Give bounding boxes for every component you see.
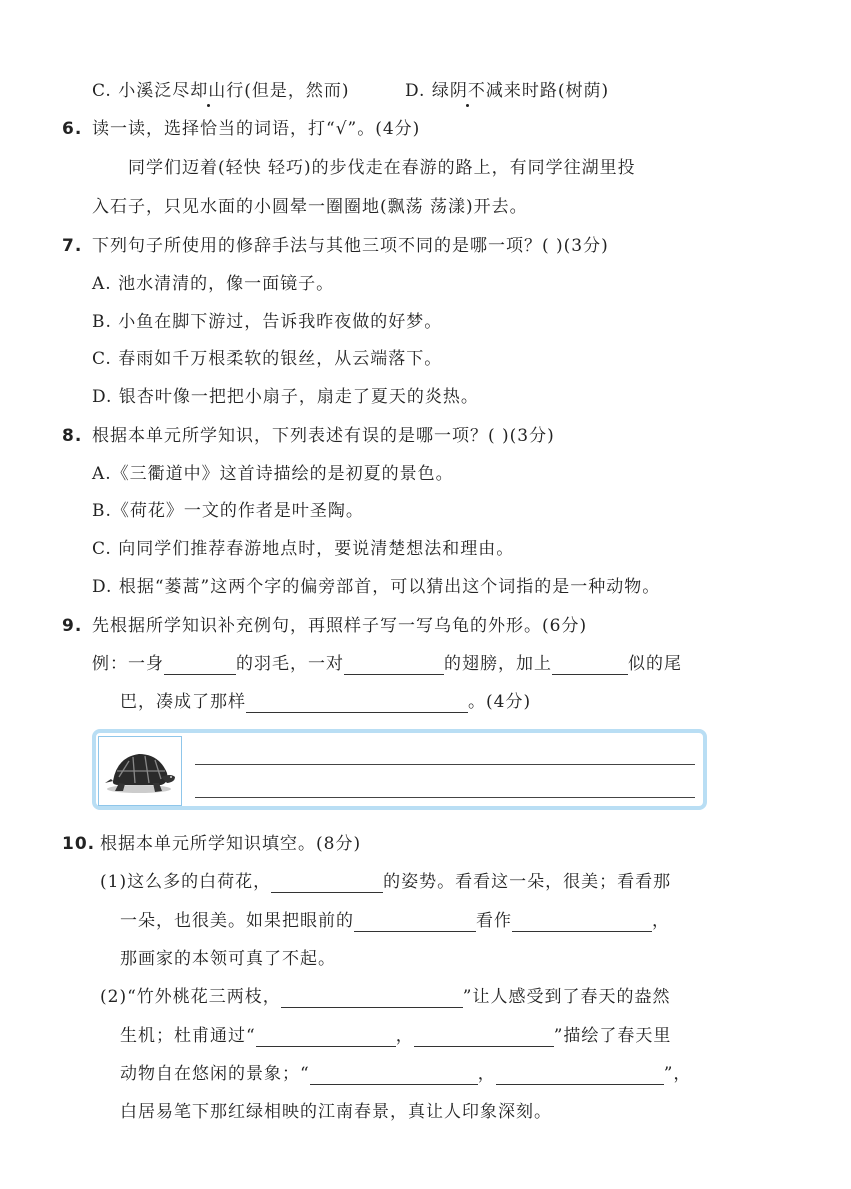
fill-text: 看作 [476,911,512,931]
fill-text: ， [395,1026,414,1046]
question-10-part1-line1 [100,871,671,893]
blank-answer[interactable] [496,1066,664,1085]
question-number-6: 6. [62,119,83,139]
example-text: 的羽毛，一对 [236,654,344,674]
fill-text: ， [652,911,670,931]
question-10-part2-line1 [100,986,670,1008]
emphasis-dot [466,104,469,107]
blank-answer[interactable] [344,656,444,675]
question-6-prompt: 读一读，选择恰当的词语，打“√”。(4分) [92,119,421,139]
example-text: 例：一身 [92,654,164,674]
blank-answer[interactable] [512,913,652,932]
question-8-option-a: A.《三衢道中》这首诗描绘的是初夏的景色。 [92,464,454,484]
question-8-option-b: B.《荷花》一文的作者是叶圣陶。 [92,501,364,521]
question-10-part2-line3 [120,1063,691,1085]
fill-text: 一朵，也很美。如果把眼前的 [120,911,354,931]
question-10-part2-line2 [120,1025,671,1047]
question-8-prompt: 根据本单元所学知识，下列表述有误的是哪一项？( )(3分) [92,426,555,446]
turtle-icon [99,737,179,803]
q5-option-d: D. 绿阴不减来时路(树荫) [405,81,610,101]
question-number-8: 8. [62,426,83,446]
fill-text: 生机；杜甫通过“ [120,1026,256,1046]
writing-line[interactable] [195,797,695,798]
question-7-prompt: 下列句子所使用的修辞手法与其他三项不同的是哪一项？( )(3分) [92,236,609,256]
fill-text: 动物自在悠闲的景象；“ [120,1064,310,1084]
example-text: 。(4分) [468,692,532,712]
question-7-option-a: A. 池水清清的，像一面镜子。 [92,274,335,294]
turtle-image [98,736,182,806]
question-number-10: 10. [62,834,96,854]
fill-text: ， [477,1064,496,1084]
example-text: 的翅膀，加上 [444,654,552,674]
fill-text: (1)这么多的白荷花， [100,872,272,892]
question-10-part1-line2 [120,910,670,932]
question-6-text-line2: 入石子，只见水面的小圆晕一圈圈地(飘荡 荡漾)开去。 [92,197,528,217]
question-10-part2-line4: 白居易笔下那红绿相映的江南春景，真让人印象深刻。 [120,1102,552,1122]
blank-answer[interactable] [354,913,476,932]
question-8-option-c: C. 向同学们推荐春游地点时，要说清楚想法和理由。 [92,539,515,559]
q5-option-c: C. 小溪泛尽却山行(但是，然而) [92,81,350,101]
blank-answer[interactable] [414,1028,554,1047]
emphasis-dot [207,104,210,107]
question-number-9: 9. [62,616,83,636]
question-10-part1-line3: 那画家的本领可真了不起。 [120,949,336,969]
question-8-option-d: D. 根据“蒌蒿”这两个字的偏旁部首，可以猜出这个词指的是一种动物。 [92,577,661,597]
fill-text: ”描绘了春天里 [553,1026,672,1046]
question-7-option-c: C. 春雨如千万根柔软的银丝，从云端落下。 [92,349,443,369]
blank-answer[interactable] [281,989,463,1008]
question-6-text-line1: 同学们迈着(轻快 轻巧)的步伐走在春游的路上，有同学往湖里投 [128,158,636,178]
example-text: 似的尾 [628,654,682,674]
question-10-prompt: 根据本单元所学知识填空。(8分) [100,834,362,854]
fill-text: ”， [663,1064,692,1084]
blank-answer[interactable] [164,656,236,675]
example-text: 巴，凑成了那样 [120,692,246,712]
question-9-example-line1 [92,653,682,675]
blank-answer[interactable] [552,656,628,675]
blank-answer[interactable] [256,1028,396,1047]
question-7-option-d: D. 银杏叶像一把把小扇子，扇走了夏天的炎热。 [92,387,479,407]
fill-text: 的姿势。看看这一朵，很美；看看那 [383,872,672,892]
writing-line[interactable] [195,764,695,765]
question-number-7: 7. [62,236,83,256]
blank-answer[interactable] [246,694,468,713]
blank-answer[interactable] [271,874,383,893]
question-9-example-line2 [120,691,531,713]
fill-text: ”让人感受到了春天的盎然 [462,987,671,1007]
blank-answer[interactable] [310,1066,478,1085]
fill-text: (2)“竹外桃花三两枝， [100,987,281,1007]
question-9-prompt: 先根据所学知识补充例句，再照样子写一写乌龟的外形。(6分) [92,616,588,636]
question-7-option-b: B. 小鱼在脚下游过，告诉我昨夜做的好梦。 [92,312,443,332]
